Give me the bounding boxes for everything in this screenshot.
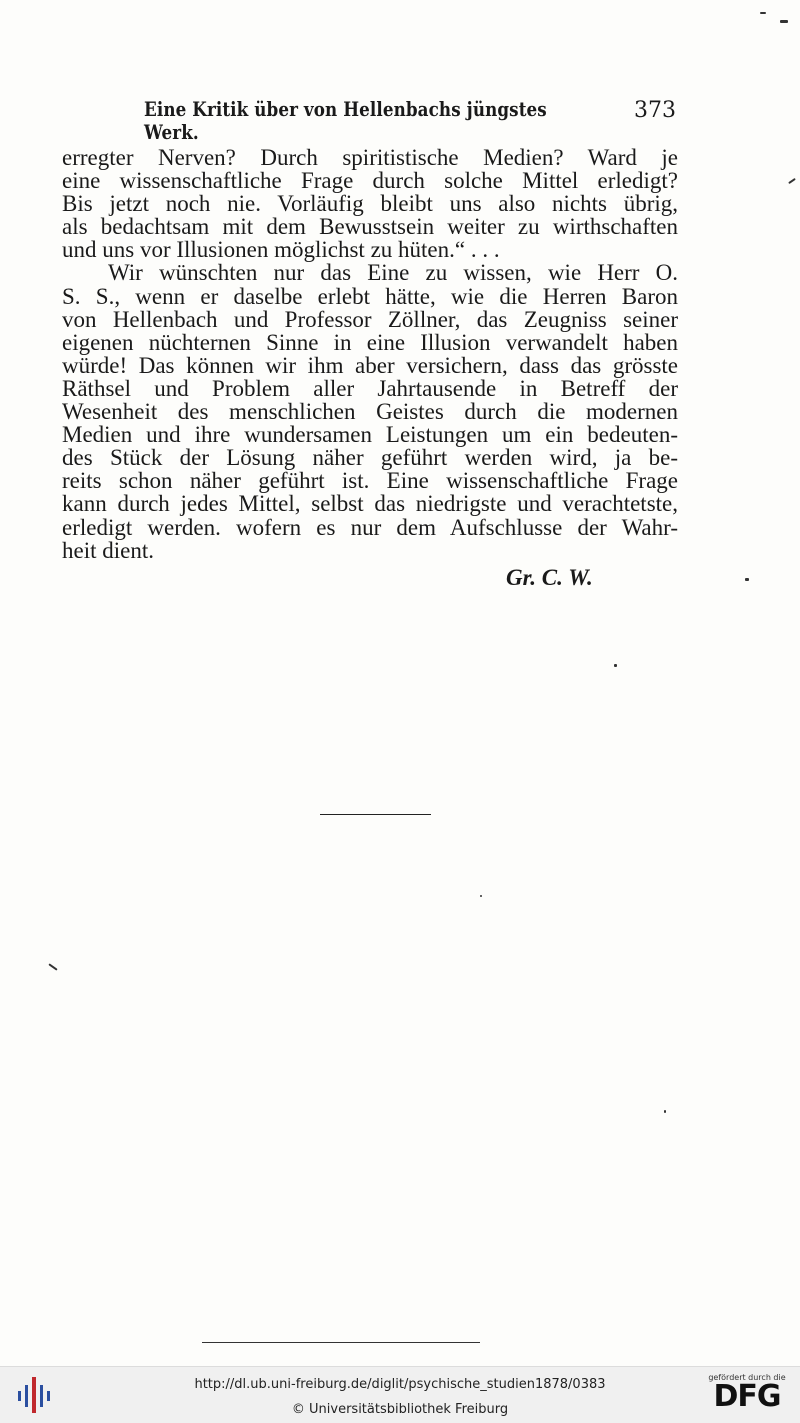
text-line: des Stück der Lösung näher geführt werden wird, ja be- — [62, 445, 678, 471]
viewer-footer — [0, 1366, 800, 1423]
scan-speck — [480, 895, 482, 897]
body-text — [62, 146, 678, 562]
scan-speck — [745, 578, 749, 581]
scan-speck — [780, 20, 788, 23]
scan-speck — [788, 178, 796, 184]
text-line: kann durch jedes Mittel, selbst das niedrigste und verachtetste, — [62, 491, 678, 517]
text-line: würde! Das können wir ihm aber versichern, dass das grösste — [62, 352, 678, 378]
scan-speck — [614, 664, 617, 667]
text-line: S. S., wenn er daselbe erlebt hätte, wie die Herren Baron — [62, 283, 678, 309]
scan-speck — [48, 963, 57, 970]
running-head: Eine Kritik über von Hellenbachs jüngstes Werk. — [144, 98, 547, 144]
scan-speck — [664, 1110, 666, 1113]
text-line: eigenen nüchternen Sinne in eine Illusion verwandelt haben — [62, 329, 678, 355]
text-line: und uns vor Illusionen möglichst zu hüten.“ . . . — [62, 237, 500, 263]
page-header — [62, 98, 678, 144]
scan-speck — [760, 12, 766, 14]
text-line: reits schon näher geführt ist. Eine wissenschaftliche Frage — [62, 468, 678, 494]
dfg-logo — [704, 1373, 790, 1417]
copyright-notice: © Universitätsbibliothek Freiburg — [291, 1402, 509, 1417]
text-line: erledigt werden. wofern es nur dem Aufschlusse der Wahr- — [62, 514, 678, 540]
text-line: als bedachtsam mit dem Bewusstsein weiter zu wirthschaften — [62, 214, 678, 240]
dfg-tagline: gefördert durch die — [708, 1373, 786, 1382]
bottom-rule — [202, 1342, 480, 1343]
page-number: 373 — [634, 98, 676, 123]
text-line: Wir wünschten nur das Eine zu wissen, wie Herr O. — [108, 260, 678, 286]
text-line: Wesenheit des menschlichen Geistes durch die modernen — [62, 399, 678, 425]
document-url[interactable]: http://dl.ub.uni-freiburg.de/diglit/psychische_studien1878/0383 — [194, 1377, 606, 1392]
text-line: heit dient. — [62, 537, 154, 563]
text-line: Medien und ihre wundersamen Leistungen um ein bedeuten- — [62, 422, 678, 448]
signature: Gr. C. W. — [506, 565, 593, 590]
dfg-wordmark: DFG — [713, 1379, 781, 1414]
text-line: von Hellenbach und Professor Zöllner, das Zeugniss seiner — [62, 306, 678, 332]
text-line: eine wissenschaftliche Frage durch solche Mittel erledigt? — [62, 168, 678, 194]
text-line: erregter Nerven? Durch spiritistische Medien? Ward je — [62, 145, 678, 170]
section-rule — [320, 814, 431, 815]
text-line: Räthsel und Problem aller Jahrtausende in Betreff der — [62, 375, 678, 401]
text-line: Bis jetzt noch nie. Vorläufig bleibt uns also nichts übrig, — [62, 191, 678, 217]
